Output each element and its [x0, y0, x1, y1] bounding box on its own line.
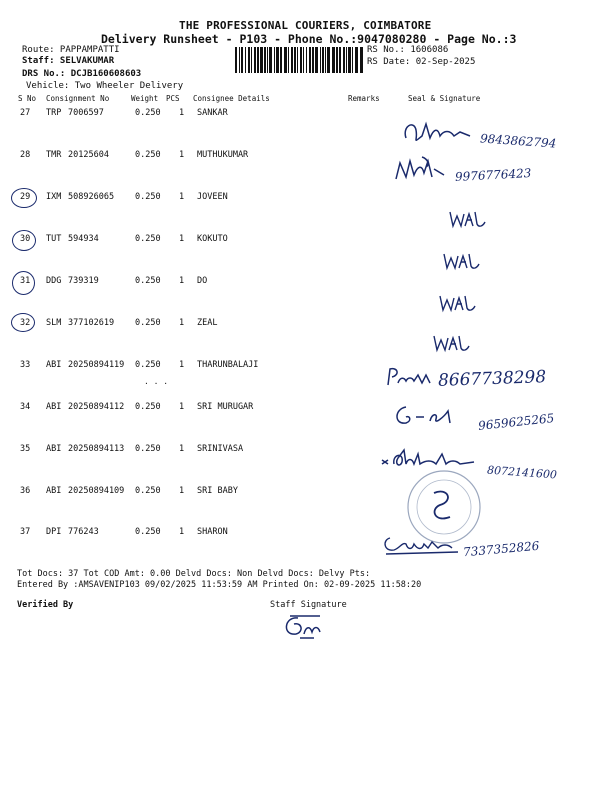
row-weight: 0.250 — [135, 402, 161, 412]
row-weight: 0.250 — [135, 192, 161, 202]
initials-mark — [447, 208, 487, 230]
barcode-bar — [360, 47, 363, 73]
barcode-bar — [257, 47, 259, 73]
row-prefix: ABI — [46, 444, 62, 454]
row-prefix: TMR — [46, 150, 62, 160]
table-row — [0, 402, 600, 416]
row-consignment: 776243 — [68, 527, 99, 537]
barcode-bar — [327, 47, 330, 73]
row-weight: 0.250 — [135, 486, 161, 496]
signature-sharon — [380, 530, 464, 556]
row-weight: 0.250 — [135, 360, 161, 370]
row-consignment: 377102619 — [68, 318, 115, 328]
barcode-bar — [303, 47, 304, 73]
row-prefix: TRP — [46, 108, 62, 118]
handwritten-phone: 9659625265 — [477, 411, 555, 433]
row-prefix: TUT — [46, 234, 62, 244]
drs-number: DRS No.: DCJB160608603 — [22, 69, 142, 79]
row-weight: 0.250 — [135, 318, 161, 328]
entered-by-line: Entered By :AMSAVENIP103 09/02/2025 11:53:59 AM Printed On: 02-09-2025 11:58:20 — [17, 580, 422, 590]
runsheet-title: Delivery Runsheet - P103 - Phone No.:9047080280 - Page No.:3 — [101, 32, 517, 46]
pen-circle-mark — [11, 188, 37, 208]
col-seal-signature: Seal & Signature — [408, 94, 481, 103]
table-row — [0, 234, 600, 248]
staff-signature-label: Staff Signature — [270, 600, 347, 610]
row-sno: 35 — [20, 444, 31, 454]
table-row — [0, 192, 600, 206]
col-pcs: PCS — [166, 94, 180, 103]
row-consignee: MUTHUKUMAR — [197, 150, 249, 160]
rs-date: RS Date: 02-Sep-2025 — [367, 57, 476, 67]
row-weight: 0.250 — [135, 276, 161, 286]
barcode-bar — [332, 47, 335, 73]
row-prefix: DPI — [46, 527, 62, 537]
table-row — [0, 527, 600, 541]
barcode-bar — [260, 47, 263, 73]
row-weight: 0.250 — [135, 150, 161, 160]
pen-circle-mark — [12, 230, 36, 251]
row-consignment: 739319 — [68, 276, 99, 286]
barcode-bar — [251, 47, 252, 73]
row-consignment: 508926065 — [68, 192, 115, 202]
row-consignee: SHARON — [197, 527, 228, 537]
barcode-bar — [309, 47, 311, 73]
totals-line: Tot Docs: 37 Tot COD Amt: 0.00 Delvd Docs: Non Delvd Docs: Delvy Pts: — [17, 569, 371, 579]
barcode-bar — [280, 47, 282, 73]
row-weight: 0.250 — [135, 527, 161, 537]
barcode-bar — [264, 47, 266, 73]
barcode-bar — [348, 47, 351, 73]
signature-tharunbalaji — [384, 365, 436, 389]
barcode-bar — [274, 47, 275, 73]
pen-circle-mark — [12, 271, 35, 295]
col-consignment: Consignment No — [46, 94, 110, 103]
row-pcs: 1 — [179, 150, 185, 160]
barcode-bar — [339, 47, 341, 73]
signature-sankar — [400, 118, 480, 148]
row-consignment: 20125604 — [68, 150, 109, 160]
row-consignee: ZEAL — [197, 318, 218, 328]
handwritten-phone: 7337352826 — [462, 538, 540, 560]
row-consignment: 20250894113 — [68, 444, 125, 454]
row-pcs: 1 — [179, 318, 185, 328]
table-row — [0, 444, 600, 458]
row-sno: 29 — [20, 192, 31, 202]
row-consignee: SRI BABY — [197, 486, 238, 496]
row-consignment: 594934 — [68, 234, 99, 244]
barcode-bar — [312, 47, 314, 73]
row-prefix: ABI — [46, 402, 62, 412]
col-consignee: Consignee Details — [193, 94, 270, 103]
rs-number: RS No.: 1606086 — [367, 45, 449, 55]
row-pcs: 1 — [179, 234, 185, 244]
barcode-bar — [352, 47, 353, 73]
row-sno: 34 — [20, 402, 31, 412]
barcode-bar — [355, 47, 358, 73]
barcode-bar — [320, 47, 321, 73]
barcode-bar — [276, 47, 279, 73]
signature-sri-murugar — [392, 403, 472, 429]
row-prefix: SLM — [46, 318, 62, 328]
barcode-bar — [322, 47, 324, 73]
barcode-bar — [294, 47, 296, 73]
barcode-bar — [269, 47, 272, 73]
row-pcs: 1 — [179, 527, 185, 537]
barcode-bar — [346, 47, 347, 73]
row-sno: 27 — [20, 108, 31, 118]
row-prefix: ABI — [46, 486, 62, 496]
handwritten-phone: 9843862794 — [479, 131, 557, 151]
col-weight: Weight — [131, 94, 159, 103]
row-prefix: DDG — [46, 276, 62, 286]
row-consignee: SRINIVASA — [197, 444, 244, 454]
barcode-bar — [325, 47, 326, 73]
row-weight: 0.250 — [135, 234, 161, 244]
company-name: THE PROFESSIONAL COURIERS, COIMBATORE — [179, 19, 432, 32]
signature-muthukumar — [392, 155, 452, 185]
col-remarks: Remarks — [348, 94, 380, 103]
row-pcs: 1 — [179, 402, 185, 412]
staff-label: Staff: SELVAKUMAR — [22, 56, 115, 66]
row-sno: 28 — [20, 150, 31, 160]
barcode-bar — [343, 47, 345, 73]
initials-mark — [441, 250, 481, 272]
barcode-bar — [284, 47, 287, 73]
ink-dots: · · · — [144, 379, 169, 388]
table-header — [0, 94, 600, 108]
col-sno: S No — [18, 94, 37, 103]
row-consignment: 20250894112 — [68, 402, 125, 412]
barcode-bar — [306, 47, 307, 73]
table-row — [0, 276, 600, 290]
row-consignee: SANKAR — [197, 108, 228, 118]
row-consignee: KOKUTO — [197, 234, 228, 244]
row-consignment: 7006597 — [68, 108, 104, 118]
barcode-bar — [239, 47, 240, 73]
row-consignment: 20250894109 — [68, 486, 125, 496]
row-sno: 30 — [20, 234, 31, 244]
handwritten-phone: 9976776423 — [454, 166, 532, 184]
barcode-bar — [248, 47, 250, 73]
barcode-bar — [254, 47, 256, 73]
handwritten-phone: 8072141600 — [486, 463, 558, 482]
barcode-bar — [297, 47, 298, 73]
barcode-bar — [241, 47, 243, 73]
barcode-bar — [267, 47, 268, 73]
table-row — [0, 318, 600, 332]
barcode-bar — [336, 47, 338, 73]
row-consignment: 20250894119 — [68, 360, 125, 370]
handwritten-phone: 8667738298 — [437, 367, 547, 391]
row-prefix: ABI — [46, 360, 62, 370]
table-row — [0, 108, 600, 122]
row-consignee: DO — [197, 276, 208, 286]
barcode — [235, 47, 363, 73]
row-weight: 0.250 — [135, 444, 161, 454]
barcode-bar — [245, 47, 246, 73]
barcode-bar — [315, 47, 318, 73]
staff-signature — [280, 612, 330, 640]
row-pcs: 1 — [179, 192, 185, 202]
barcode-bar — [235, 47, 237, 73]
initials-mark — [431, 332, 471, 354]
barcode-bar — [291, 47, 293, 73]
row-sno: 33 — [20, 360, 31, 370]
row-prefix: IXM — [46, 192, 62, 202]
pen-circle-mark — [11, 313, 35, 332]
initials-mark — [437, 292, 477, 314]
vehicle-label: Vehicle: Two Wheeler Delivery — [26, 81, 184, 91]
route-label: Route: PAPPAMPATTI — [22, 45, 120, 55]
table-row — [0, 150, 600, 164]
row-consignee: JOVEEN — [197, 192, 228, 202]
row-pcs: 1 — [179, 360, 185, 370]
row-weight: 0.250 — [135, 108, 161, 118]
row-consignee: SRI MURUGAR — [197, 402, 254, 412]
verified-by-label: Verified By — [17, 600, 74, 610]
row-pcs: 1 — [179, 108, 185, 118]
table-row — [0, 486, 600, 500]
barcode-bar — [300, 47, 302, 73]
row-pcs: 1 — [179, 444, 185, 454]
barcode-bar — [288, 47, 289, 73]
row-sno: 36 — [20, 486, 31, 496]
row-sno: 32 — [20, 318, 31, 328]
row-consignee: THARUNBALAJI — [197, 360, 259, 370]
row-sno: 31 — [20, 276, 31, 286]
row-pcs: 1 — [179, 276, 185, 286]
row-pcs: 1 — [179, 486, 185, 496]
row-sno: 37 — [20, 527, 31, 537]
